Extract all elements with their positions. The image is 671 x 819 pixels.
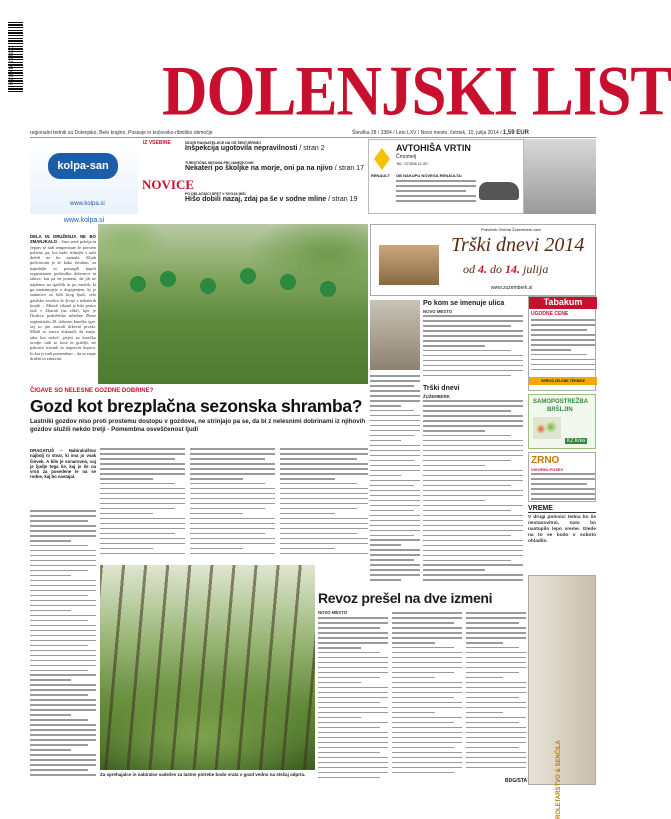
side-strip-ad[interactable] (528, 575, 596, 819)
tabakum-logo: Tabakum (529, 297, 597, 309)
kolpa-logo: kolpa-san (48, 153, 118, 179)
photo-people (128, 264, 348, 344)
trski-dateline: ŽUŽEMBERK (423, 394, 450, 399)
po-kom-dateline: NOVO MESTO (423, 309, 453, 314)
teaser-1[interactable] (185, 141, 365, 153)
main-kicker: ČIGAVE SO NELESNE GOZDNE DOBRINE? (30, 388, 154, 394)
avtohisa-brand: RENAULT (371, 173, 390, 178)
zrno-list (531, 473, 595, 501)
masthead-title: DOLENJSKI LIST (162, 51, 671, 131)
teaser-headline: Hišo dobili nazaj, zdaj pa še v sodne mline (185, 196, 327, 203)
avtohisa-list (396, 180, 476, 206)
avtohisa-sub: Črnomelj (396, 154, 417, 160)
main-lead: DRAGATUŠ – Nabiralništvo najbolj ni stvar, ki ima jo vsak človek. A bilo je sonarovno, saj je ljudje tega še, kaj je še na vrsti za posedene le na se rodne, kaj bo nastajal. (30, 448, 96, 480)
revoz-headline: Revoz prešel na dve izmeni (318, 590, 493, 606)
avtohisa-car-image (524, 139, 596, 214)
po-kom-body (423, 315, 523, 380)
teaser-kicker: IZDOR RAVNATELJICE NA OŠ ŠENTJERNEJ (185, 141, 262, 145)
trski-body (423, 400, 523, 585)
zrno-line: VIGORIO-POSEV (531, 467, 564, 472)
zrno-logo: ZRNO (531, 455, 560, 466)
left-body: – Smo sredi poletja in čeprav se tudi temperature že povsem poletne, pa, kot kaže, trdnejše v naši deželi ne bo zaznala. Kljub počitnicam je še kako živahno, za najmlajše so pomagili kupili organizirane počitniške delavnice in tabore, kar pa ne pomeni, da jih ne najdemo na igriščih in po mestih, ki ga zaznamujejo z dogajanjem, ki je zanimivo za širši krog ljudi, celo gasilske veselice še živijo v nekaterih krajih ... Minuli vikend je bilo pestro tudi v Zburah (na sliki), kjer je Društvo podeželske mladine Zbure organiziralo 28. državno kmečke igre, saj so jim zaorali državni prvaki. Mladi so znova dokazali, da znajo, tako kot nekoč, prijeti za kmečko orodje, tudi so kose in grablje, ter pokositi travnik in napraviti kopico. In kar je tudi pomembno – da se znajo družiti in zabavati. (30, 239, 96, 361)
main-deck: Lastniki gozdov niso proti prostemu dostopu v gozdove, ne strinjajo pa se, da bi z nelesnimi dobrinami iz njihovih gozdov služili nekdo tretji - Pomembna osveščenost ljudi (30, 418, 366, 433)
kolpa-url-footer[interactable]: www.kolpa.si (63, 217, 105, 224)
revoz-col1 (318, 617, 388, 780)
tabakum-ad[interactable] (528, 296, 596, 391)
rule (30, 137, 596, 138)
main-col4 (280, 448, 368, 560)
price: 1,59 EUR (502, 130, 529, 136)
main-col3 (190, 448, 275, 560)
teaser-2[interactable] (185, 161, 365, 173)
trski-castle-icon (379, 245, 439, 285)
main-col2 (100, 448, 185, 560)
teaser-headline: Nekateri po školjke na morje, oni pa na njivo (185, 165, 333, 172)
revoz-dateline: NOVO MESTO (318, 610, 348, 615)
samopostrezba-sub: BRŠLJIN (547, 407, 573, 413)
side-strip-label: ROLETARSTVO & SENČILA (556, 740, 562, 819)
issue-info: Številka 28 / 3384 / Leto LXV / Novo mesto, četrtek, 10. julija 2014 / (352, 130, 502, 136)
vreme-text: V drugi polovici tedna bo še nestanovitno, nato bo nastopilo lepo vreme. Glede na to se bodo v soboto ohladilo. (528, 515, 596, 544)
trski-dates (463, 262, 548, 277)
trski-month: julija (523, 262, 549, 276)
avtohisa-name: AVTOHIŠA VRTIN (396, 143, 471, 153)
issue-line (352, 130, 596, 136)
revoz-col2 (392, 612, 462, 780)
trski-dnevi-ad[interactable] (370, 224, 596, 296)
teaser-box (140, 139, 365, 214)
kolpa-url[interactable]: www.kolpa.si (70, 201, 105, 207)
trski-year: 2014 (544, 234, 585, 256)
forest-photo (100, 565, 315, 770)
barcode-text: 9 770416 722000 (9, 46, 15, 85)
left-column-text (30, 234, 96, 384)
tabakum-bar: SERVIS ZELENE TEHNIKE (529, 377, 597, 385)
main-photo-kmecke-igre (98, 224, 368, 384)
tabakum-lead: UGODNE CENE (531, 311, 569, 317)
novice-stamp: NOVICE (142, 177, 195, 192)
trski-pre: Pravičnik Občina Žužemberk vabi (481, 227, 541, 232)
trski-from: od (463, 262, 475, 276)
trski-title-col: Trški dnevi (423, 385, 460, 392)
produce-image (533, 417, 561, 439)
tabakum-list (531, 319, 595, 374)
po-kom-col2 (370, 375, 420, 585)
vreme-title: VREME (528, 505, 596, 513)
revoz-col3 (466, 612, 526, 772)
avtohisa-car (479, 182, 519, 200)
trski-title (451, 234, 584, 257)
main-headline: Gozd kot brezplačna sezonska shramba? (30, 396, 363, 416)
samopostrezba-title: SAMOPOSTREŽBA (533, 399, 589, 405)
trski-date1: 4. (478, 262, 487, 276)
teaser-label: IZ VSEBINE (143, 140, 171, 146)
kz-krka-logo: KZ Krka (567, 438, 586, 444)
zrno-ad[interactable] (528, 452, 596, 502)
subtitle: regionalni tednik za Dolenjsko, Belo krajino, Posavje in kočevsko-ribniško območje (30, 130, 213, 136)
forest-caption: Za sprehajalce in nabiralce sadežev za lastne potrebe bodo vrata v gozd vedno na stežaj odprta. (100, 772, 306, 777)
trski-title-text: Trški dnevi (451, 234, 540, 256)
avtohisa-phone: Tel.: 07/306 11 00 (396, 161, 428, 166)
teaser-3[interactable] (185, 192, 365, 204)
teaser-kicker: TURISTIČNA SEZONA PRI JANEZKOVIH (185, 161, 254, 165)
samopostrezba-ad[interactable] (528, 394, 596, 449)
po-kom-title: Po kom se imenuje ulica (423, 300, 505, 307)
vreme-box (528, 505, 596, 570)
teaser-page: / stran 19 (328, 196, 358, 203)
avtohisa-promo: OB NAKUPU NOVEGA RENAULTA: (396, 173, 463, 178)
trski-url[interactable]: www.zuzemberk.si (491, 285, 533, 291)
teaser-page: / stran 2 (299, 145, 325, 152)
teaser-headline: Inšpekcija ugotovila nepravilnosti (185, 145, 298, 152)
trski-date2: 14. (505, 262, 520, 276)
teaser-kicker: PO DELAČKICI SPET V SVOJA HIŠI (185, 192, 246, 196)
main-col1 (30, 510, 96, 780)
kolpa-ad[interactable] (30, 139, 138, 214)
left-kicker: DELA IN DRUŽENJA NE BO ZMANJKALO (30, 234, 96, 245)
avtohisa-ad[interactable] (368, 139, 524, 214)
po-kom-photo (370, 300, 420, 370)
renault-logo-icon (374, 148, 390, 170)
revoz-signature: BDG/STA (505, 778, 528, 784)
trski-mid: do (490, 262, 502, 276)
teaser-page: / stran 17 (334, 165, 364, 172)
